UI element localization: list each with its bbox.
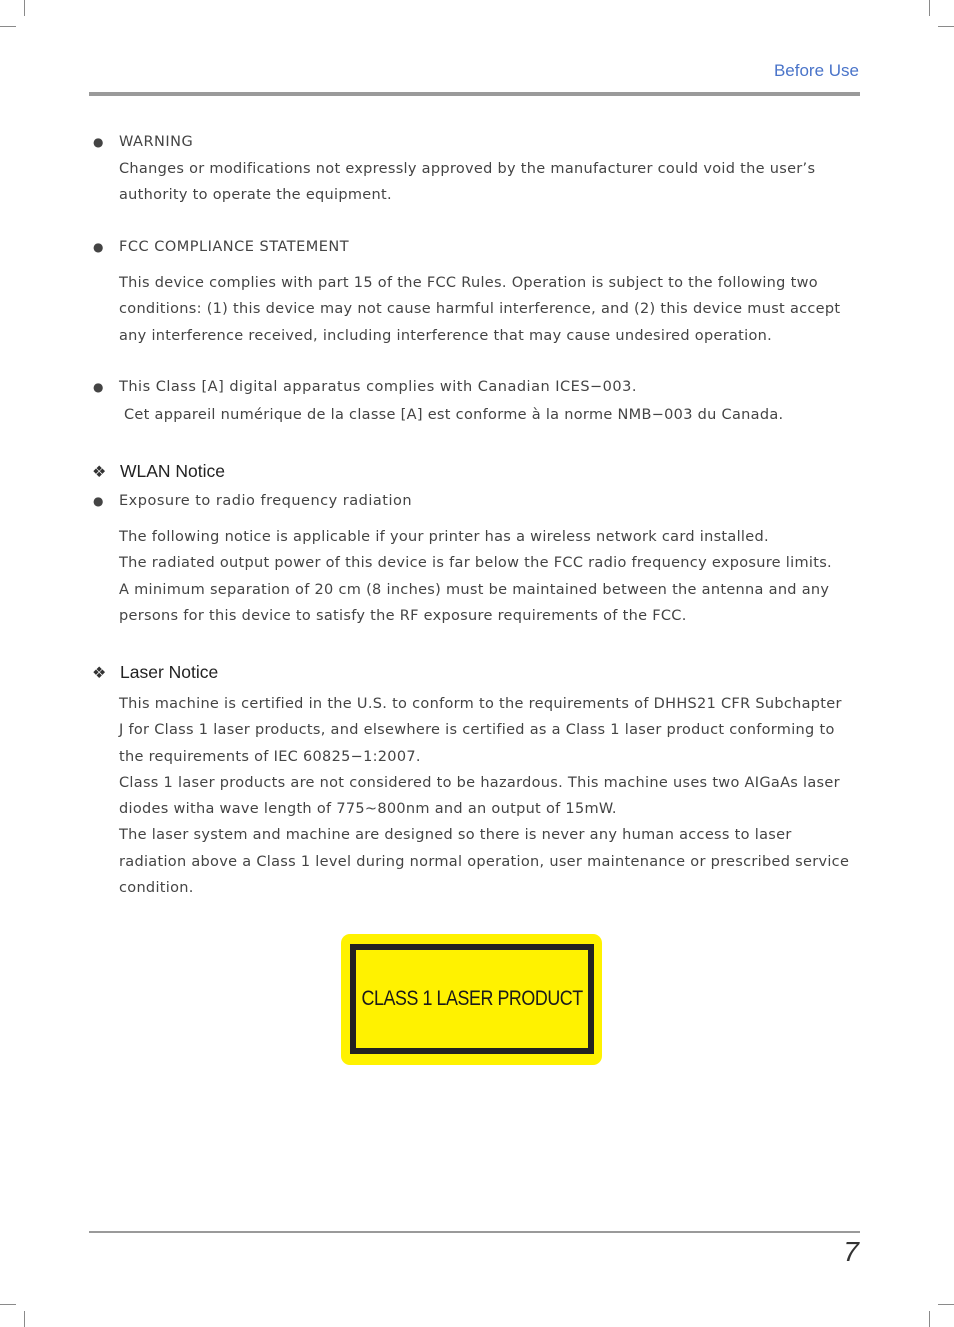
text-line: any interference received, including interference that may cause undesired operation. xyxy=(119,327,773,344)
laser-label-text: CLASS 1 LASER PRODUCT xyxy=(361,987,583,1010)
laser-text xyxy=(119,691,864,901)
warning-title: WARNING xyxy=(119,134,194,150)
wlan-heading-text: WLAN Notice xyxy=(120,461,226,481)
bullet-icon: ● xyxy=(93,494,104,508)
text-line: persons for this device to satisfy the RF exposure requirements of the FCC. xyxy=(119,607,687,624)
diamond-bullet-icon: ❖ xyxy=(92,464,107,481)
wlan-bullet-text: Exposure to radio frequency radiation xyxy=(119,493,413,509)
page-number: 7 xyxy=(843,1236,859,1267)
laser-heading xyxy=(92,662,218,683)
crop-mark xyxy=(24,0,25,16)
wlan-text xyxy=(119,524,864,629)
fcc-title: FCC COMPLIANCE STATEMENT xyxy=(119,239,350,255)
diamond-bullet-icon: ❖ xyxy=(92,665,107,682)
text-line: The radiated output power of this device is far below the FCC radio frequency exposure limits. xyxy=(119,555,832,572)
text-line: radiation above a Class 1 level during normal operation, user maintenance or prescribed service xyxy=(119,853,850,870)
crop-mark xyxy=(0,26,16,27)
canada-text xyxy=(124,402,869,428)
text-line: the requirements of IEC 60825−1:2007. xyxy=(119,748,421,765)
text-line: Class 1 laser products are not considered to be hazardous. This machine uses two AIGaAs laser xyxy=(119,774,840,791)
crop-mark xyxy=(24,1311,25,1327)
text-line: The following notice is applicable if your printer has a wireless network card installed. xyxy=(119,529,769,545)
wlan-bullet xyxy=(93,493,412,509)
footer-rule xyxy=(89,1231,860,1233)
text-line: This machine is certified in the U.S. to conform to the requirements of DHHS21 CFR Subchapter xyxy=(119,696,842,712)
text-line: Changes or modifications not expressly approved by the manufacturer could void the user’s xyxy=(119,161,816,177)
fcc-text xyxy=(119,270,864,349)
text-line: conditions: (1) this device may not cause harmful interference, and (2) this device must accept xyxy=(119,301,841,318)
canada-bullet xyxy=(93,379,637,395)
warning-text xyxy=(119,156,864,209)
bullet-icon: ● xyxy=(93,240,104,254)
text-line: condition. xyxy=(119,880,194,897)
text-line: This device complies with part 15 of the FCC Rules. Operation is subject to the following two xyxy=(119,275,818,291)
crop-mark xyxy=(0,1304,16,1305)
bullet-icon: ● xyxy=(93,135,104,149)
warning-bullet xyxy=(93,134,193,150)
bullet-icon: ● xyxy=(93,380,104,394)
class1-laser-label xyxy=(341,934,602,1065)
crop-mark xyxy=(938,26,954,27)
laser-heading-text: Laser Notice xyxy=(120,662,219,682)
crop-mark xyxy=(929,0,930,16)
header-rule xyxy=(89,92,860,96)
text-line: Cet appareil numérique de la classe [A] est conforme à la norme NMB−003 du Canada. xyxy=(124,407,784,423)
crop-mark xyxy=(938,1304,954,1305)
text-line: J for Class 1 laser products, and elsewhere is certified as a Class 1 laser product conforming to xyxy=(119,722,835,739)
fcc-bullet xyxy=(93,239,349,255)
text-line: diodes witha wave length of 775~800nm and an output of 15mW. xyxy=(119,801,617,818)
wlan-heading xyxy=(92,461,225,482)
crop-mark xyxy=(929,1311,930,1327)
section-header-title: Before Use xyxy=(773,61,859,80)
text-line: A minimum separation of 20 cm (8 inches) must be maintained between the antenna and any xyxy=(119,581,830,598)
laser-label-frame xyxy=(350,944,594,1054)
text-line: The laser system and machine are designed so there is never any human access to laser xyxy=(119,827,792,844)
canada-line1: This Class [A] digital apparatus complies with Canadian ICES−003. xyxy=(119,379,637,395)
text-line: authority to operate the equipment. xyxy=(119,187,392,204)
